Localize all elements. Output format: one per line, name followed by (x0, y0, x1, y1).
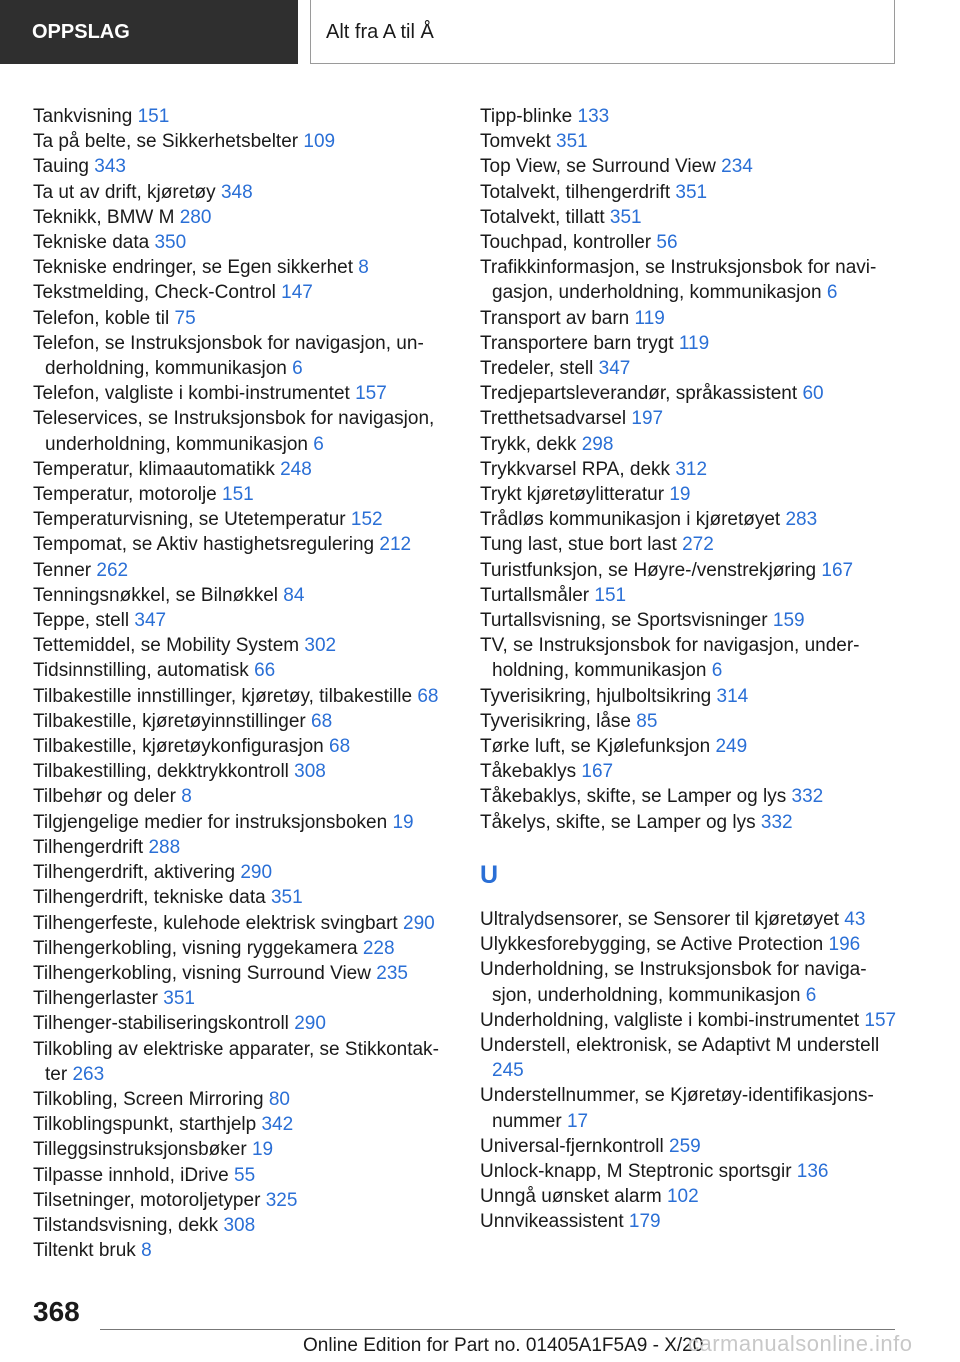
index-entry (480, 957, 900, 1007)
entry-term: Touchpad, kontroller (480, 232, 652, 254)
page-reference-link[interactable]: 283 (785, 509, 818, 531)
index-entry (480, 759, 900, 784)
entry-term: Telefon, valgliste i kombi-instrumentet (33, 383, 350, 405)
index-entry (33, 205, 453, 230)
index-entry (33, 1112, 453, 1137)
page-reference-link[interactable]: 151 (594, 584, 627, 606)
page-reference-link[interactable]: 19 (251, 1139, 274, 1161)
index-entry (480, 532, 900, 557)
page-reference-link[interactable]: 6 (313, 433, 324, 455)
page-reference-link[interactable]: 245 (492, 1060, 524, 1082)
entry-term: Tauing (33, 156, 89, 178)
index-entry (480, 432, 900, 457)
index-entry (33, 1188, 453, 1213)
index-entry (33, 507, 453, 532)
page-reference-link[interactable]: 85 (636, 710, 658, 732)
page-reference-link[interactable]: 272 (682, 534, 714, 556)
entry-term: Totalvekt, tillatt (480, 206, 605, 228)
page-reference-link[interactable]: 6 (292, 358, 303, 380)
entry-term: Tekstmelding, Check-Control (33, 282, 276, 304)
index-entry (480, 205, 900, 230)
page-reference-link[interactable]: 119 (634, 307, 665, 329)
entry-term: Underholdning, se Instruksjonsbok for navigasjon, underholdning, kommunikasjon (480, 959, 867, 1006)
entry-term: Tåkelys, skifte, se Lamper og lys (480, 811, 756, 833)
page-reference-link[interactable]: 302 (304, 635, 337, 657)
entry-term: Tilhenger-stabiliseringskontroll (33, 1013, 289, 1035)
index-entry (33, 457, 453, 482)
index-entry (33, 1213, 453, 1238)
entry-term: Tilbehør og deler (33, 786, 176, 808)
page-reference-link[interactable]: 80 (268, 1088, 290, 1110)
index-entry (33, 633, 453, 658)
section-tab: OPPSLAG (0, 0, 298, 64)
page-reference-link[interactable]: 66 (254, 660, 276, 682)
page-reference-link[interactable]: 308 (223, 1214, 256, 1236)
entry-term: Tilkobling, Screen Mirroring (33, 1088, 264, 1110)
page-reference-link[interactable]: 136 (796, 1160, 829, 1182)
page-reference-link[interactable]: 6 (805, 984, 817, 1006)
entry-term: Tempomat, se Aktiv hastighetsregulering (33, 534, 375, 556)
index-entry (480, 709, 900, 734)
index-entry (480, 1083, 900, 1133)
page-reference-link[interactable]: 351 (270, 887, 303, 909)
index-entry (33, 280, 453, 305)
index-entry (33, 911, 453, 936)
page-reference-link[interactable]: 248 (280, 458, 312, 480)
index-entry (480, 734, 900, 759)
index-entry (480, 230, 900, 255)
entry-term: Tenningsnøkkel, se Bilnøkkel (33, 584, 278, 606)
page-reference-link[interactable]: 167 (581, 761, 614, 783)
entry-term: Tilstandsvisning, dekk (33, 1214, 219, 1236)
page-reference-link[interactable]: 234 (721, 156, 753, 178)
index-entry (33, 180, 453, 205)
page-reference-link[interactable]: 19 (392, 811, 414, 833)
index-entry (480, 1184, 900, 1209)
index-column-left (33, 104, 453, 1263)
index-entry (33, 255, 453, 280)
index-entry (33, 331, 453, 381)
page-reference-link[interactable]: 43 (844, 908, 866, 930)
index-entry (33, 306, 453, 331)
entry-term: Turtallsmåler (480, 584, 590, 606)
page-reference-link[interactable]: 342 (261, 1114, 294, 1136)
index-entry (33, 1163, 453, 1188)
entry-term: Tipp-blinke (480, 106, 573, 127)
entry-term: Universal-fjernkontroll (480, 1135, 664, 1157)
footer-edition: Online Edition for Part no. 01405A1F5A9 - X/20 (303, 1335, 704, 1356)
entry-term: Ta ut av drift, kjøretøy (33, 181, 216, 203)
entry-term: Tenner (33, 559, 92, 581)
index-entry (33, 1011, 453, 1036)
entry-term: Tredjepartsleverandør, språkassistent (480, 383, 798, 405)
entry-term: Tåkebaklys (480, 761, 577, 783)
entry-term: Tilsetninger, motoroljetyper (33, 1189, 261, 1211)
entry-term: Totalvekt, tilhengerdrift (480, 181, 671, 203)
page-reference-link[interactable]: 84 (283, 584, 305, 606)
entry-term: Tilkoblingspunkt, starthjelp (33, 1114, 257, 1136)
page-reference-link[interactable]: 75 (174, 307, 196, 329)
entry-term: Tilbakestilling, dekktrykkontroll (33, 761, 289, 783)
page-reference-link[interactable]: 8 (181, 786, 192, 808)
page-reference-link[interactable]: 109 (303, 131, 336, 153)
entry-term: Trafikkinformasjon, se Instruksjonsbok for navigasjon, underholdning, kommunikasjon (480, 257, 877, 304)
index-entry (480, 255, 900, 305)
page-reference-link[interactable]: 308 (294, 761, 326, 783)
page-reference-link[interactable]: 60 (802, 383, 824, 405)
entry-term: Transportere barn trygt (480, 332, 674, 354)
entry-term: Teleservices, se Instruksjonsbok for navigasjon, underholdning, kommunikasjon (33, 408, 435, 455)
index-entry (480, 1033, 900, 1083)
index-entry (33, 885, 453, 910)
index-entry (480, 608, 900, 633)
page-reference-link[interactable]: 290 (240, 862, 273, 884)
entry-term: Tettemiddel, se Mobility System (33, 635, 300, 657)
page-reference-link[interactable]: 290 (294, 1013, 326, 1035)
index-entry (33, 154, 453, 179)
index-entry (480, 180, 900, 205)
entry-term: Ta på belte, se Sikkerhetsbelter (33, 131, 299, 153)
index-entry (33, 658, 453, 683)
page-number: 368 (33, 1296, 80, 1327)
page-reference-link[interactable]: 332 (760, 811, 793, 833)
index-entry (480, 306, 900, 331)
page-reference-link[interactable]: 157 (864, 1009, 897, 1031)
index-entry (480, 331, 900, 356)
entry-term: TV, se Instruksjonsbok for navigasjon, underholdning, kommunikasjon (480, 635, 860, 682)
page-reference-link[interactable]: 68 (311, 710, 333, 732)
page-reference-link[interactable]: 17 (566, 1110, 589, 1132)
entry-term: Tyverisikring, hjulboltsikring (480, 685, 712, 707)
page-reference-link[interactable]: 179 (628, 1211, 661, 1233)
index-entry (33, 482, 453, 507)
page-reference-link[interactable]: 8 (358, 257, 369, 279)
entry-term: Tung last, stue bort last (480, 534, 677, 556)
page-reference-link[interactable]: 350 (154, 232, 187, 254)
page-reference-link[interactable]: 312 (675, 458, 708, 480)
entry-term: Tilhengerfeste, kulehode elektrisk svingbart (33, 912, 398, 934)
page-reference-link[interactable]: 343 (94, 156, 126, 178)
entry-term: Transport av barn (480, 307, 630, 329)
index-entry (480, 1209, 900, 1234)
page-reference-link[interactable]: 249 (715, 736, 748, 758)
entry-term: Ulykkesforebygging, se Active Protection (480, 934, 824, 956)
entry-term: Tyverisikring, låse (480, 710, 631, 732)
page-reference-link[interactable]: 133 (577, 106, 610, 127)
index-entry (480, 633, 900, 683)
entry-term: Tåkebaklys, skifte, se Lamper og lys (480, 786, 787, 808)
index-entry (33, 860, 453, 885)
page-reference-link[interactable]: 325 (265, 1189, 298, 1211)
entry-term: Trykk, dekk (480, 433, 577, 455)
entry-term: Tredeler, stell (480, 358, 594, 380)
page-reference-link[interactable]: 6 (826, 282, 838, 304)
entry-term: Tiltenkt bruk (33, 1240, 136, 1262)
index-entry (33, 1087, 453, 1112)
entry-term: Understell, elektronisk, se Adaptivt M understell (480, 1034, 880, 1056)
entry-term: Tekniske data (33, 232, 150, 254)
index-entry (33, 986, 453, 1011)
index-entry (33, 784, 453, 809)
index-entry (33, 230, 453, 255)
page-reference-link[interactable]: 351 (556, 131, 588, 153)
entry-term: Tilbakestille innstillinger, kjøretøy, tilbakestille (33, 685, 413, 707)
index-entry (480, 482, 900, 507)
page-reference-link[interactable]: 290 (403, 912, 435, 934)
page-reference-link[interactable]: 68 (329, 736, 351, 758)
page-reference-link[interactable]: 19 (669, 484, 691, 506)
index-entry (480, 356, 900, 381)
index-entry (33, 1037, 453, 1087)
entry-term: Tilhengerkobling, visning Surround View (33, 962, 371, 984)
index-entry (480, 583, 900, 608)
page-reference-link[interactable]: 6 (711, 660, 723, 682)
index-entry (33, 936, 453, 961)
index-entry (480, 1008, 900, 1033)
index-entry (33, 532, 453, 557)
page-reference-link[interactable]: 228 (362, 937, 395, 959)
page-reference-link[interactable]: 152 (350, 509, 383, 531)
entry-term: Tomvekt (480, 131, 551, 153)
index-entry (480, 129, 900, 154)
page-reference-link[interactable]: 259 (669, 1135, 701, 1157)
index-entry (480, 1159, 900, 1184)
entry-term: Tørke luft, se Kjølefunksjon (480, 736, 711, 758)
page-reference-link[interactable]: 119 (678, 332, 710, 354)
entry-term: Telefon, se Instruksjonsbok for navigasjon, underholdning, kommunikasjon (33, 332, 424, 380)
page-reference-link[interactable]: 288 (148, 836, 181, 858)
page-reference-link[interactable]: 157 (355, 383, 387, 405)
entry-term: Tilkobling av elektriske apparater, se Stikkontakter (33, 1038, 439, 1085)
page-reference-link[interactable]: 280 (179, 206, 212, 228)
index-group-u (480, 907, 900, 1235)
index-entry (480, 154, 900, 179)
page-reference-link[interactable]: 8 (141, 1240, 152, 1262)
index-group-t (480, 104, 900, 835)
entry-term: Tilhengerlaster (33, 988, 158, 1010)
entry-term: Teppe, stell (33, 610, 130, 632)
index-entry (480, 907, 900, 932)
entry-term: Tekniske endringer, se Egen sikkerhet (33, 257, 354, 279)
entry-term: Tidsinnstilling, automatisk (33, 660, 249, 682)
page-reference-link[interactable]: 196 (828, 934, 861, 956)
index-column-right (480, 104, 900, 1235)
page-reference-link[interactable]: 348 (220, 181, 253, 203)
index-entry (33, 1137, 453, 1162)
index-entry (480, 104, 900, 129)
page-reference-link[interactable]: 197 (631, 408, 664, 430)
index-entry (480, 932, 900, 957)
section-letter: U (480, 860, 499, 889)
entry-term: Tilbakestille, kjøretøykonfigurasjon (33, 736, 324, 758)
entry-term: Tilleggsinstruksjonsbøker (33, 1139, 247, 1161)
index-entry (33, 709, 453, 734)
entry-term: Unlock-knapp, M Steptronic sportsgir (480, 1160, 792, 1182)
entry-term: Telefon, koble til (33, 307, 170, 329)
page-reference-link[interactable]: 332 (791, 786, 824, 808)
page-reference-link[interactable]: 212 (379, 534, 412, 556)
page-header (0, 0, 960, 66)
index-entry (33, 961, 453, 986)
index-entry (33, 406, 453, 456)
index-entry (480, 558, 900, 583)
index-entry (480, 810, 900, 835)
index-entry (33, 1238, 453, 1263)
page-reference-link[interactable]: 151 (137, 106, 170, 127)
index-entry (33, 583, 453, 608)
page-reference-link[interactable]: 351 (609, 206, 642, 228)
entry-term: Tilhengerdrift, tekniske data (33, 887, 266, 909)
page-reference-link[interactable]: 235 (376, 962, 408, 984)
entry-term: Tilbakestille, kjøretøyinnstillinger (33, 710, 306, 732)
chapter-title: Alt fra A til Å (310, 0, 895, 64)
entry-term: Temperaturvisning, se Utetemperatur (33, 509, 346, 531)
page-reference-link[interactable]: 68 (417, 685, 439, 707)
entry-term: Turtallsvisning, se Sportsvisninger (480, 610, 768, 632)
entry-term: Tilhengerkobling, visning ryggekamera (33, 937, 358, 959)
index-entry (33, 734, 453, 759)
index-entry (33, 684, 453, 709)
entry-term: Underholdning, valgliste i kombi-instrumentet (480, 1009, 860, 1031)
entry-term: Trådløs kommunikasjon i kjøretøyet (480, 509, 781, 531)
entry-term: Tilhengerdrift (33, 836, 144, 858)
page-reference-link[interactable]: 351 (163, 988, 195, 1010)
page-reference-link[interactable]: 159 (772, 610, 805, 632)
entry-term: Tilhengerdrift, aktivering (33, 862, 236, 884)
index-entry (33, 558, 453, 583)
page-reference-link[interactable]: 347 (134, 610, 167, 632)
entry-term: Trykkvarsel RPA, dekk (480, 458, 671, 480)
entry-term: Unngå uønsket alarm (480, 1186, 662, 1208)
index-entry (480, 1134, 900, 1159)
index-entry (480, 784, 900, 809)
index-entry (480, 457, 900, 482)
page-reference-link[interactable]: 147 (281, 282, 313, 304)
page-reference-link[interactable]: 298 (581, 433, 614, 455)
entry-term: Ultralydsensorer, se Sensorer til kjøretøyet (480, 908, 840, 930)
page-reference-link[interactable]: 351 (675, 181, 708, 203)
page-reference-link[interactable]: 314 (716, 685, 749, 707)
page-reference-link[interactable]: 263 (72, 1063, 105, 1085)
index-entry (480, 507, 900, 532)
watermark: carmanualsonline.info (688, 1331, 913, 1356)
entry-term: Top View, se Surround View (480, 156, 716, 178)
page-reference-link[interactable]: 167 (821, 559, 854, 581)
entry-term: Unnvikeassistent (480, 1211, 624, 1233)
index-entry (33, 810, 453, 835)
page-reference-link[interactable]: 56 (656, 232, 678, 254)
entry-term: Temperatur, motorolje (33, 484, 217, 506)
entry-term: Tankvisning (33, 106, 133, 127)
index-entry (33, 608, 453, 633)
page-reference-link[interactable]: 102 (666, 1186, 699, 1208)
index-entry (33, 759, 453, 784)
index-entry (33, 129, 453, 154)
page-reference-link[interactable]: 55 (234, 1164, 256, 1186)
entry-term: Tilgjengelige medier for instruksjonsboken (33, 811, 388, 833)
entry-term: Trykt kjøretøylitteratur (480, 484, 665, 506)
index-entry (33, 381, 453, 406)
entry-term: Understellnummer, se Kjøretøy-identifikasjonsnummer (480, 1085, 874, 1132)
index-entry (480, 406, 900, 431)
index-entry (480, 684, 900, 709)
entry-term: Temperatur, klimaautomatikk (33, 458, 275, 480)
entry-term: Tretthetsadvarsel (480, 408, 627, 430)
index-entry (33, 835, 453, 860)
page-reference-link[interactable]: 151 (222, 484, 254, 506)
entry-term: Teknikk, BMW M (33, 206, 175, 228)
index-entry (480, 381, 900, 406)
entry-term: Turistfunksjon, se Høyre-/venstrekjøring (480, 559, 817, 581)
page-reference-link[interactable]: 262 (96, 559, 129, 581)
page-reference-link[interactable]: 347 (598, 358, 631, 380)
entry-term: Tilpasse innhold, iDrive (33, 1164, 229, 1186)
index-entry (33, 104, 453, 129)
footer-divider (100, 1329, 895, 1330)
